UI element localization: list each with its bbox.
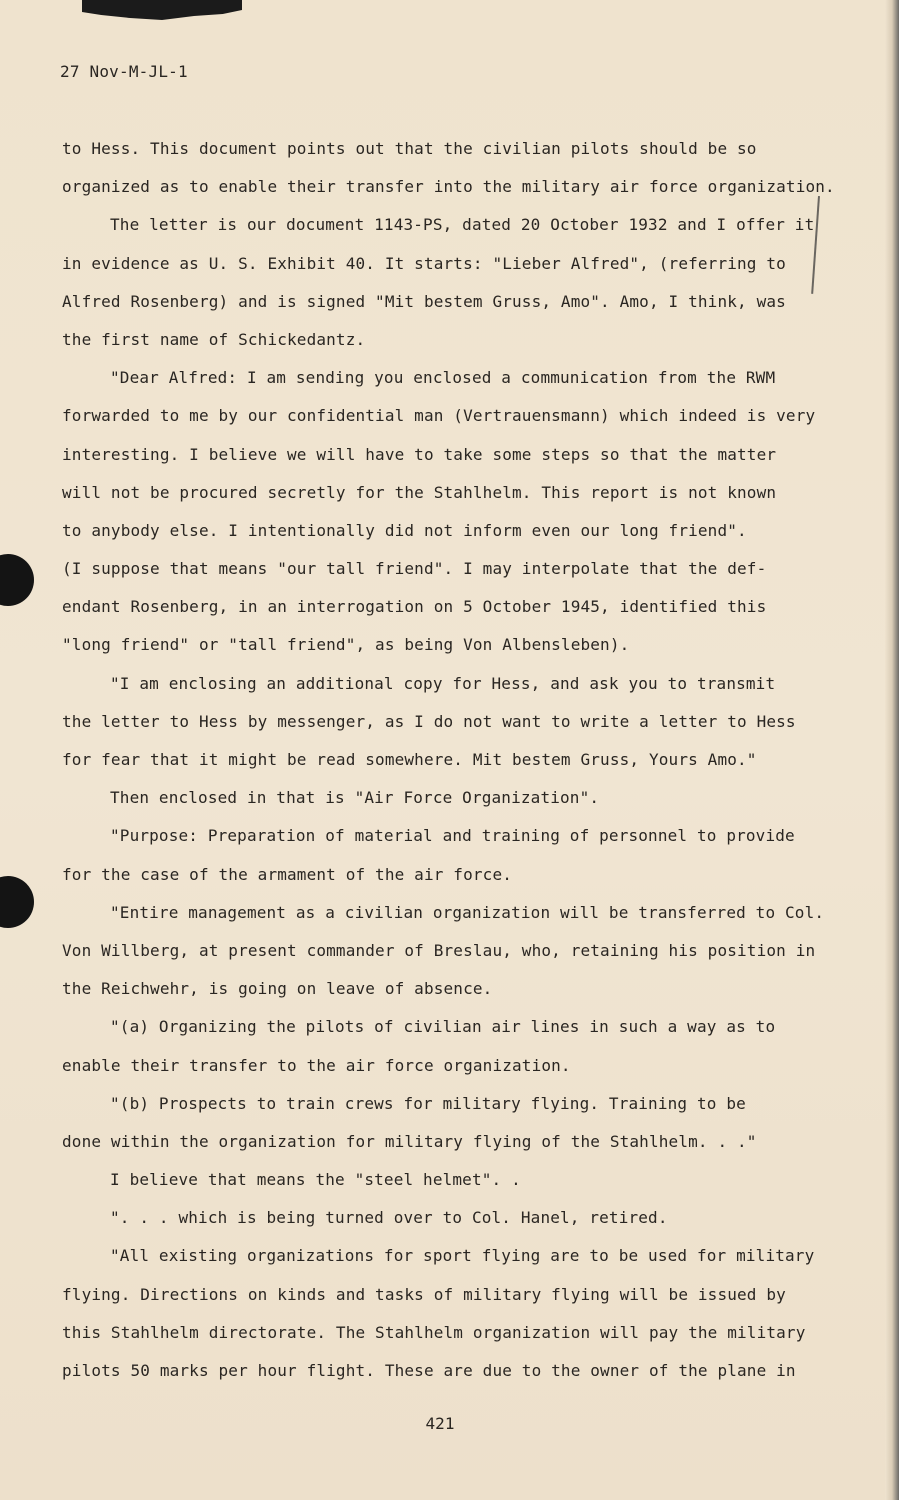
page-right-edge <box>885 0 899 1500</box>
text-line: Alfred Rosenberg) and is signed "Mit bestem Gruss, Amo". Amo, I think, was <box>62 291 786 311</box>
text-line: "Entire management as a civilian organization will be transferred to Col. <box>110 902 825 922</box>
punch-hole <box>0 876 34 928</box>
text-line: to anybody else. I intentionally did not inform even our long friend". <box>62 520 747 540</box>
text-line: I believe that means the "steel helmet". . <box>110 1170 521 1190</box>
text-line: this Stahlhelm directorate. The Stahlhelm organization will pay the military <box>62 1322 806 1342</box>
text-line: interesting. I believe we will have to take some steps so that the matter <box>62 444 777 464</box>
text-line: will not be procured secretly for the Stahlhelm. This report is not known <box>62 482 777 502</box>
text-line: the Reichwehr, is going on leave of absence. <box>62 979 493 999</box>
text-line: (I suppose that means "our tall friend". I may interpolate that the def- <box>62 559 767 579</box>
text-line: "All existing organizations for sport flying are to be used for military <box>110 1246 815 1266</box>
text-line: pilots 50 marks per hour flight. These are due to the owner of the plane in <box>62 1361 796 1380</box>
text-line: Then enclosed in that is "Air Force Organization". <box>110 788 600 808</box>
text-line: "I am enclosing an additional copy for Hess, and ask you to transmit <box>110 673 776 693</box>
text-line: endant Rosenberg, in an interrogation on 5 October 1945, identified this <box>62 597 767 617</box>
text-line: in evidence as U. S. Exhibit 40. It starts: "Lieber Alfred", (referring to <box>62 253 786 273</box>
text-line: to Hess. This document points out that the civilian pilots should be so <box>62 139 757 158</box>
page-number: 421 <box>425 1414 455 1433</box>
document-reference: 27 Nov-M-JL-1 <box>60 62 188 81</box>
text-line: for fear that it might be read somewhere. Mit bestem Gruss, Yours Amo." <box>62 750 757 769</box>
text-line: for the case of the armament of the air force. <box>62 864 513 884</box>
torn-top-edge <box>82 0 242 20</box>
body-text <box>62 130 835 1390</box>
text-line: done within the organization for military flying of the Stahlhelm. . ." <box>62 1131 757 1151</box>
text-line: The letter is our document 1143-PS, dated 20 October 1932 and I offer it <box>110 215 815 235</box>
text-line: the letter to Hess by messenger, as I do not want to write a letter to Hess <box>62 711 796 731</box>
text-line: "Dear Alfred: I am sending you enclosed a communication from the RWM <box>110 368 776 388</box>
text-line: the first name of Schickedantz. <box>62 329 366 349</box>
text-line: "(a) Organizing the pilots of civilian air lines in such a way as to <box>110 1017 776 1037</box>
text-line: ". . . which is being turned over to Col. Hanel, retired. <box>110 1208 668 1228</box>
text-line: enable their transfer to the air force organization. <box>62 1055 571 1075</box>
punch-hole <box>0 554 34 606</box>
text-line: organized as to enable their transfer into the military air force organization. <box>62 177 835 197</box>
text-line: flying. Directions on kinds and tasks of military flying will be issued by <box>62 1284 786 1304</box>
text-line: Von Willberg, at present commander of Breslau, who, retaining his position in <box>62 940 816 960</box>
text-line: "long friend" or "tall friend", as being Von Albensleben). <box>62 635 630 655</box>
text-line: "Purpose: Preparation of material and training of personnel to provide <box>110 826 795 846</box>
text-line: forwarded to me by our confidential man (Vertrauensmann) which indeed is very <box>62 406 816 426</box>
text-line: "(b) Prospects to train crews for military flying. Training to be <box>110 1093 746 1113</box>
